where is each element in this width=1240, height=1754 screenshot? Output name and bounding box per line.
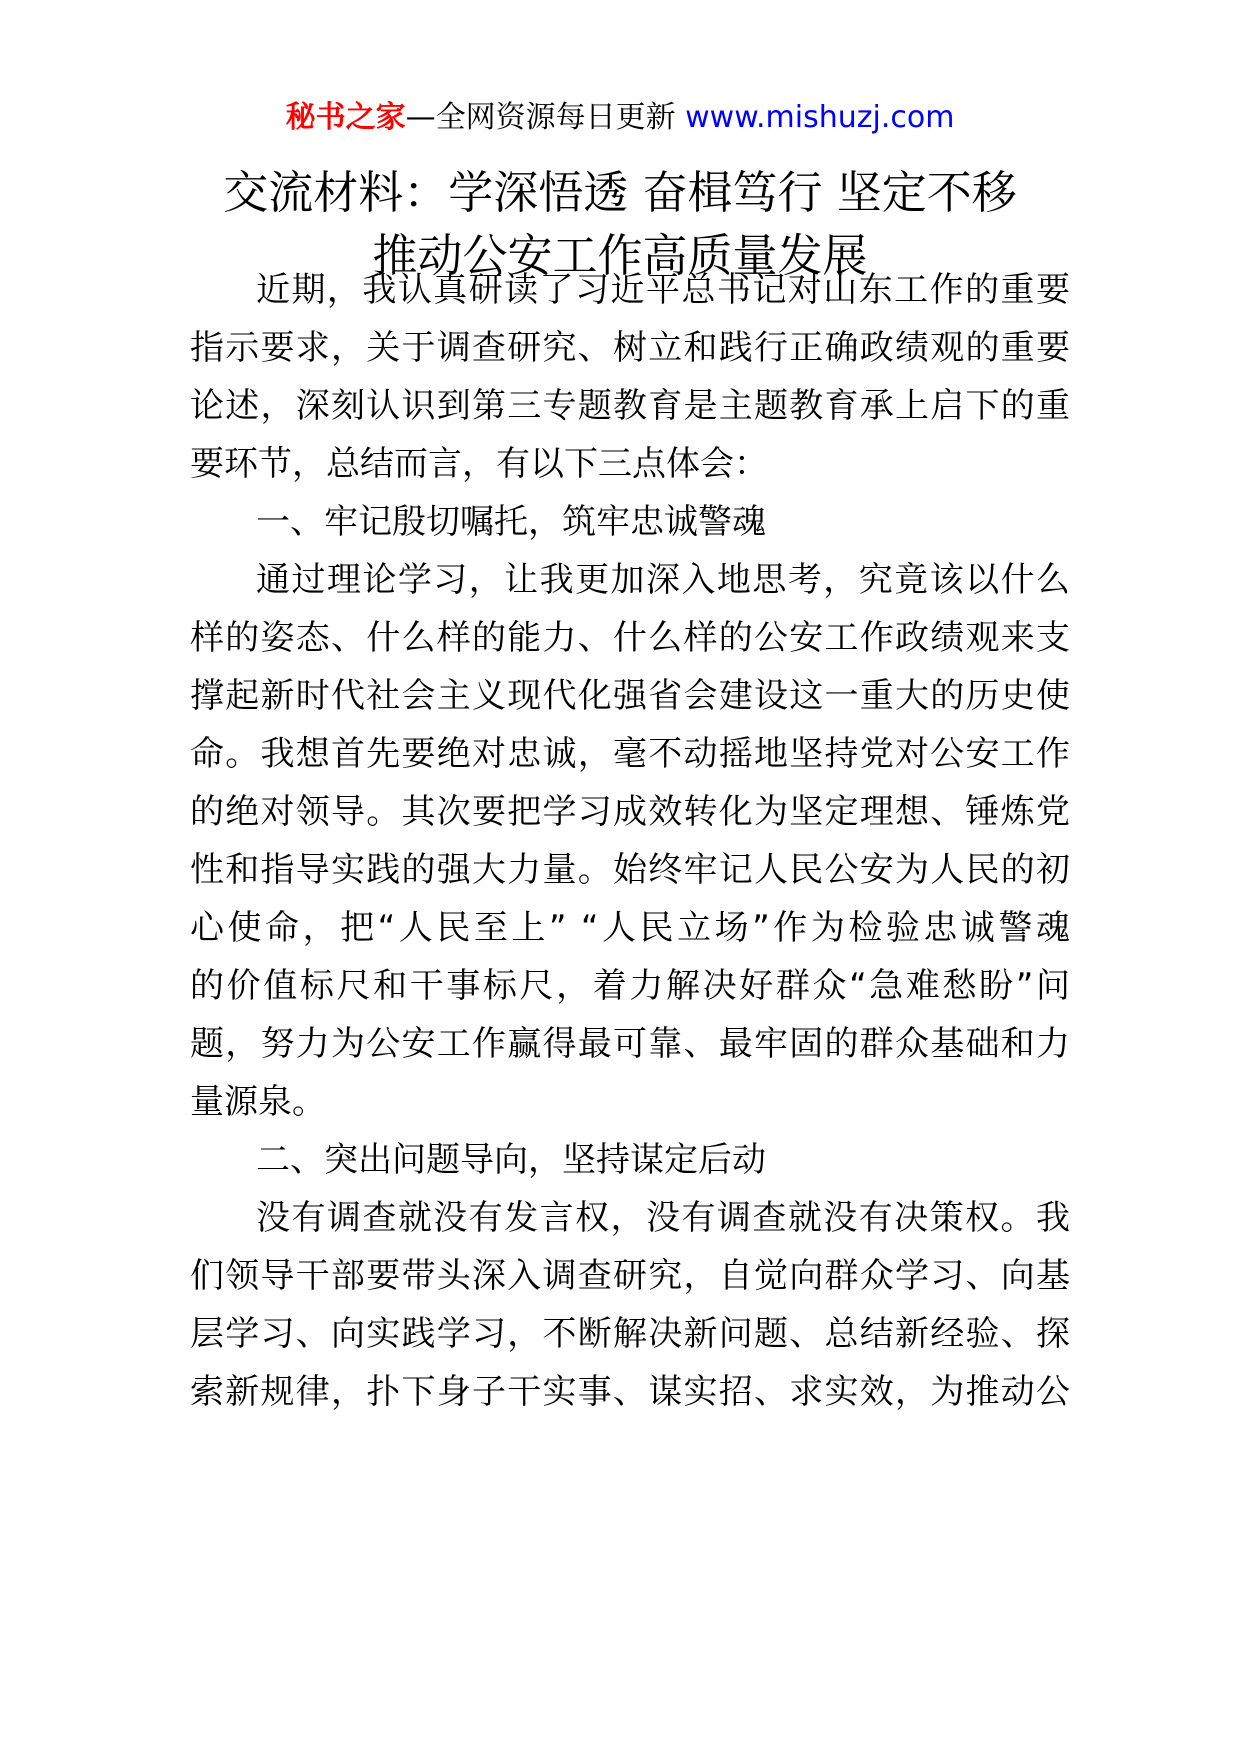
- paragraph-2-line: 撑起新时代社会主义现代化强省会建设这一重大的历史使: [190, 676, 1070, 716]
- paragraph-2-line: 命。我想首先要绝对忠诚，毫不动摇地坚持党对公安工作: [190, 734, 1070, 774]
- paragraph-1-line: 论述，深刻认识到第三专题教育是主题教育承上启下的重: [190, 386, 1070, 426]
- paragraph-2-line: 心使命，把“人民至上” “人民立场”作为检验忠诚警魂: [190, 908, 1070, 948]
- document-title-line-1: 交流材料：学深悟透 奋楫笃行 坚定不移: [223, 166, 1017, 219]
- document-title-line-2: 推动公安工作高质量发展: [372, 229, 868, 282]
- paragraph-1-line: 指示要求，关于调查研究、树立和践行正确政绩观的重要: [190, 328, 1070, 368]
- paragraph-3-line: 层学习、向实践学习，不断解决新问题、总结新经验、探: [190, 1314, 1070, 1354]
- paragraph-3-line: 们领导干部要带头深入调查研究，自觉向群众学习、向基: [190, 1256, 1070, 1296]
- paragraph-2-line: 通过理论学习，让我更加深入地思考，究竟该以什么: [256, 560, 1070, 600]
- paragraph-1-line: 要环节，总结而言，有以下三点体会：: [190, 444, 768, 484]
- section-heading-1: 一、牢记殷切嘱托，筑牢忠诚警魂: [256, 502, 766, 542]
- brand-name: 秘书之家: [285, 100, 406, 135]
- paragraph-2-line: 量源泉。: [190, 1082, 326, 1122]
- paragraph-2-line: 的价值标尺和干事标尺，着力解决好群众“急难愁盼”问: [190, 966, 1070, 1006]
- paragraph-3-line: 索新规律，扑下身子干实事、谋实招、求实效，为推动公: [190, 1372, 1070, 1412]
- site-banner: [0, 96, 1240, 140]
- paragraph-2-line: 性和指导实践的强大力量。始终牢记人民公安为人民的初: [190, 850, 1070, 890]
- paragraph-3-line: 没有调查就没有发言权，没有调查就没有决策权。我: [256, 1198, 1070, 1238]
- paragraph-2-line: 题，努力为公安工作赢得最可靠、最牢固的群众基础和力: [190, 1024, 1070, 1064]
- paragraph-2-line: 样的姿态、什么样的能力、什么样的公安工作政绩观来支: [190, 618, 1070, 658]
- paragraph-1-line: 近期，我认真研读了习近平总书记对山东工作的重要: [256, 270, 1070, 310]
- site-url-link[interactable]: www.mishuzj.com: [685, 100, 955, 135]
- section-heading-2: 二、突出问题导向，坚持谋定后动: [256, 1140, 766, 1180]
- banner-tagline: —全网资源每日更新: [405, 100, 676, 135]
- paragraph-2-line: 的绝对领导。其次要把学习成效转化为坚定理想、锤炼党: [190, 792, 1070, 832]
